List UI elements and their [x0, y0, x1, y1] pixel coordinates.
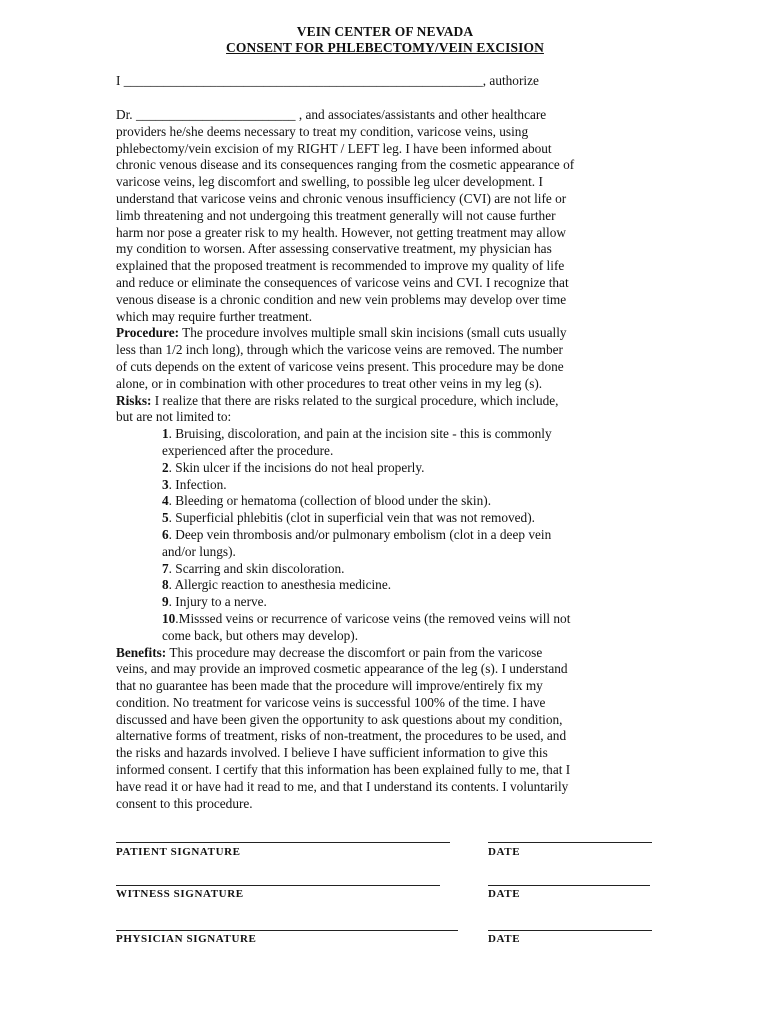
risk-text: . Deep vein thrombosis and/or pulmonary embolism (clot in a deep vein [168, 526, 552, 542]
risk-number: 6 [162, 526, 169, 542]
witness-date-label: DATE [488, 888, 521, 900]
risk-list [162, 426, 656, 644]
risk-item [162, 493, 656, 510]
risks-text: I realize that there are risks related to the surgical procedure, which include, [151, 392, 559, 408]
risk-item [162, 426, 656, 460]
risk-item [162, 577, 656, 594]
witness-signature-line[interactable] [116, 885, 440, 886]
benefits-line: alternative forms of treatment, risks of non-treatment, the procedures to be used, and [116, 728, 567, 744]
risks-heading: Risks: [116, 392, 152, 408]
intro-line: providers he/she deems necessary to treat my condition, varicose veins, using [116, 123, 529, 139]
risk-text: . Allergic reaction to anesthesia medicine. [168, 577, 392, 593]
organization-name: VEIN CENTER OF NEVADA [296, 24, 474, 39]
consent-body [116, 107, 656, 812]
risk-number: 9 [162, 594, 169, 610]
intro-line: Dr. ________________________ , and associates/assistants and other healthcare [116, 107, 547, 122]
patient-signature-label: PATIENT SIGNATURE [116, 846, 241, 858]
risk-number: 2 [162, 459, 169, 475]
procedure-heading: Procedure: [116, 325, 180, 341]
risk-number: 8 [162, 577, 169, 593]
risk-item [162, 460, 656, 477]
benefits-heading: Benefits: [116, 644, 167, 660]
benefits-line: the risks and hazards involved. I believe I have sufficient information to give this [116, 745, 548, 761]
risk-text: . Infection. [168, 476, 227, 492]
benefits-line: consent to this procedure. [116, 795, 253, 811]
authorize-text: I ______________________________________________________, authorize [116, 73, 539, 88]
intro-line: phlebectomy/vein excision of my RIGHT / LEFT leg. I have been informed about [116, 140, 552, 156]
witness-date-line[interactable] [488, 885, 650, 886]
benefits-line: discussed and have been given the opportunity to ask questions about my condition, [116, 711, 563, 727]
authorize-line [116, 73, 656, 90]
intro-line: understand that varicose veins and chronic venous insufficiency (CVI) are not life or [116, 190, 567, 206]
risks-section [116, 393, 656, 645]
physician-date-label: DATE [488, 933, 521, 945]
risk-text: experienced after the procedure. [162, 442, 334, 458]
procedure-section [116, 325, 656, 392]
intro-line: explained that the proposed treatment is recommended to improve my quality of life [116, 258, 565, 274]
intro-line: limb threatening and not undergoing this treatment generally will not cause further [116, 207, 556, 223]
risk-text: come back, but others may develop). [162, 627, 359, 643]
benefits-line: condition. No treatment for varicose veins is successful 100% of the time. I have [116, 694, 546, 710]
risk-item [162, 527, 656, 561]
risk-text: . Bruising, discoloration, and pain at the incision site - this is commonly [168, 426, 552, 442]
procedure-line: of cuts depends on the extent of varicose veins present. This procedure may be done [116, 358, 564, 374]
physician-signature-label: PHYSICIAN SIGNATURE [116, 933, 257, 945]
risk-text: and/or lungs). [162, 543, 236, 559]
patient-signature-line[interactable] [116, 842, 450, 843]
benefits-line: have read it or have had it read to me, and that I understand its contents. I voluntarily [116, 778, 569, 794]
patient-date-line[interactable] [488, 842, 652, 843]
physician-signature-line[interactable] [116, 930, 458, 931]
risk-number: 5 [162, 510, 169, 526]
risk-text: . Injury to a nerve. [168, 594, 267, 610]
intro-line: chronic venous disease and its consequences ranging from the cosmetic appearance of [116, 157, 575, 173]
procedure-line: alone, or in combination with other procedures to treat other veins in my leg (s). [116, 375, 543, 391]
risk-text: .Misssed veins or recurrence of varicose veins (the removed veins will not [175, 610, 571, 626]
benefits-line: that no guarantee has been made that the procedure will improve/entirely fix my [116, 678, 543, 694]
patient-date-label: DATE [488, 846, 521, 858]
benefits-line: informed consent. I certify that this information has been explained fully to me, that I [116, 762, 571, 778]
benefits-line: veins, and may provide an improved cosmetic appearance of the leg (s). I understand [116, 661, 568, 677]
risk-text: . Bleeding or hematoma (collection of blood under the skin). [168, 493, 492, 509]
risk-item [162, 510, 656, 527]
intro-line: which may require further treatment. [116, 308, 313, 324]
intro-line: my condition to worsen. After assessing conservative treatment, my physician has [116, 241, 552, 257]
risk-text: . Superficial phlebitis (clot in superficial vein that was not removed). [168, 510, 535, 526]
intro-line: and reduce or eliminate the consequences of varicose veins and CVI. I recognize that [116, 274, 569, 290]
risks-line: but are not limited to: [116, 409, 232, 425]
intro-paragraph [116, 107, 656, 325]
risk-text: . Skin ulcer if the incisions do not heal properly. [168, 459, 425, 475]
risk-item [162, 561, 656, 578]
risk-number: 10 [162, 610, 176, 626]
procedure-text: The procedure involves multiple small skin incisions (small cuts usually [179, 325, 567, 341]
benefits-section [116, 645, 656, 813]
form-title: CONSENT FOR PHLEBECTOMY/VEIN EXCISION [226, 40, 544, 55]
risk-number: 7 [162, 560, 169, 576]
risk-number: 1 [162, 426, 169, 442]
intro-line: varicose veins, leg discomfort and swelling, to possible leg ulcer development. I [116, 174, 543, 190]
risk-text: . Scarring and skin discoloration. [168, 560, 345, 576]
physician-date-line[interactable] [488, 930, 652, 931]
risk-number: 3 [162, 476, 169, 492]
witness-signature-label: WITNESS SIGNATURE [116, 888, 244, 900]
intro-line: harm nor pose a greater risk to my health. However, not getting treatment may allow [116, 224, 566, 240]
risk-number: 4 [162, 493, 169, 509]
risk-item [162, 477, 656, 494]
risk-item [162, 594, 656, 611]
benefits-text: This procedure may decrease the discomfort or pain from the varicose [166, 644, 543, 660]
procedure-line: less than 1/2 inch long), through which the varicose veins are removed. The number [116, 342, 563, 358]
intro-line: venous disease is a chronic condition and new vein problems may develop over time [116, 291, 567, 307]
risk-item [162, 611, 656, 645]
